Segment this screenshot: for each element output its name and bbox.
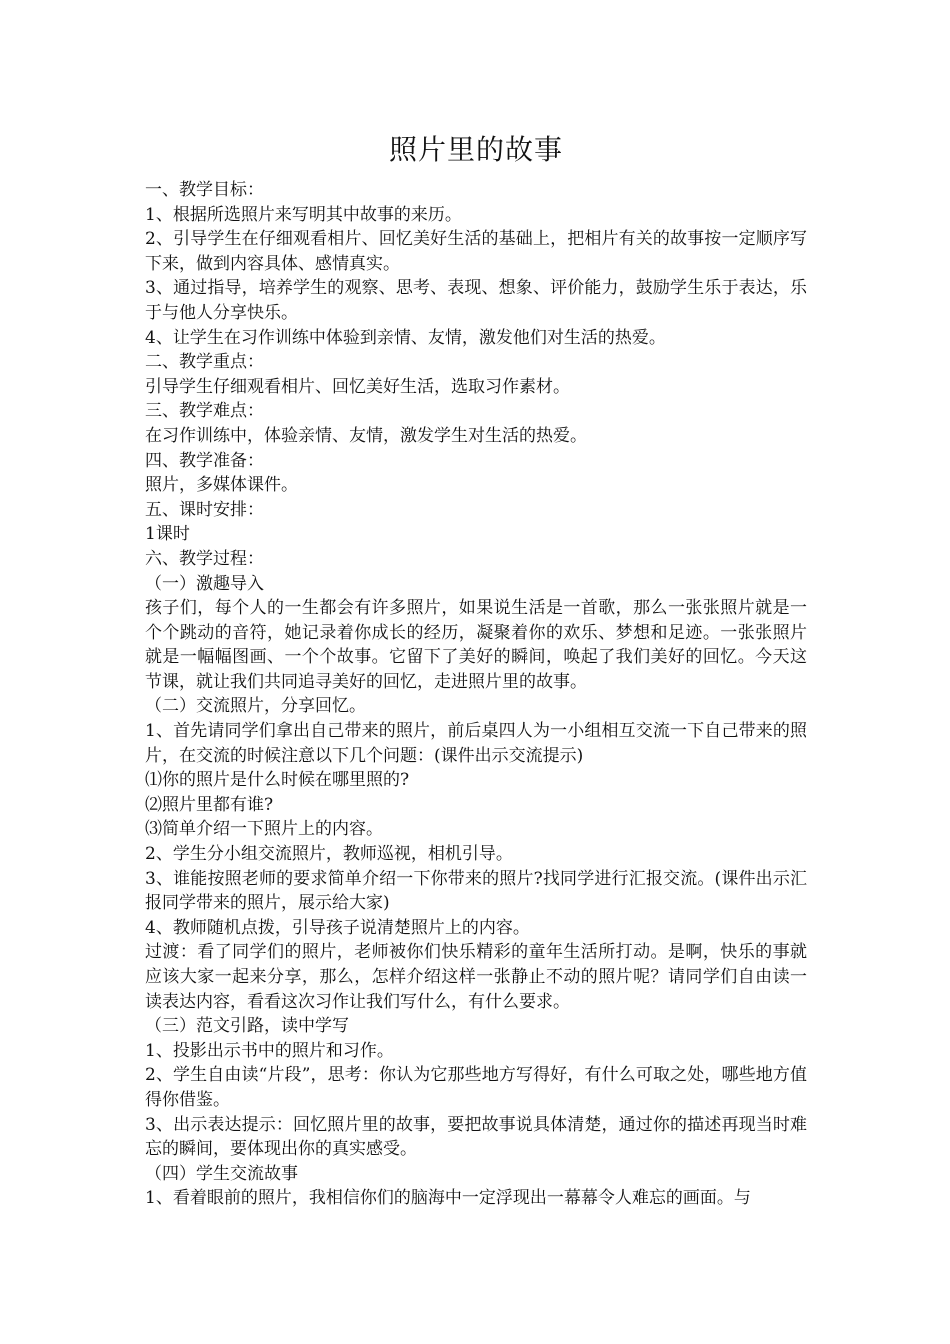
objective-item-2: 2、引导学生在仔细观看相片、回忆美好生活的基础上，把相片有关的故事按一定顺序写下来，做到内容具体、感情真实。 [145,229,807,274]
section-heading-objectives: 一、教学目标： [145,180,264,200]
share-question-1: ⑴你的照片是什么时候在哪里照的? [145,770,410,791]
intro-text: 孩子们，每个人的一生都会有许多照片，如果说生活是一首歌，那么一张张照片就是一个个跳动的音符，她记录着你成长的经历，凝聚着你的欢乐、梦想和足迹。一张张照片就是一幅幅图画、一个个故事。它留下了美好的瞬间，唤起了我们美好的回忆。今天这节课，就让我们共同追寻美好的回忆，走进照片里的故事。 [145,598,807,692]
subsection-heading-story-exchange: （四）学生交流故事 [145,1163,298,1184]
share-question-2: ⑵照片里都有谁? [145,794,274,815]
section-heading-key-points: 二、教学重点： [145,352,264,373]
model-step-2: 2、学生自由读“片段”，思考：你认为它那些地方写得好，有什么可取之处，哪些地方值得你借鉴。 [145,1065,807,1110]
document-page [145,128,807,1211]
subsection-heading-intro: （一）激趣导入 [145,573,264,594]
share-step-3: 3、谁能按照老师的要求简单介绍一下你带来的照片?找同学进行汇报交流。(课件出示汇报同学带来的照片，展示给大家) [145,868,807,914]
document-title: 照片里的故事 [388,133,563,166]
share-step-2: 2、学生分小组交流照片，教师巡视，相机引导。 [145,844,513,865]
preparation-text: 照片，多媒体课件。 [145,475,298,496]
section-heading-process: 六、教学过程： [145,548,264,569]
share-step-1: 1、首先请同学们拿出自己带来的照片，前后桌四人为一小组相互交流一下自己带来的照片，在交流的时候注意以下几个问题：(课件出示交流提示) [145,721,807,766]
difficulties-text: 在习作训练中，体验亲情、友情，激发学生对生活的热爱。 [145,425,587,446]
document-body [145,178,807,1211]
objective-item-1: 1、根据所选照片来写明其中故事的来历。 [145,204,462,225]
share-step-4: 4、教师随机点拨，引导孩子说清楚照片上的内容。 [145,917,530,938]
schedule-text: 1课时 [145,524,190,545]
section-heading-difficulties: 三、教学难点： [145,401,264,422]
objective-item-4: 4、让学生在习作训练中体验到亲情、友情，激发他们对生活的热爱。 [145,327,666,348]
story-step-1: 1、看着眼前的照片，我相信你们的脑海中一定浮现出一幕幕令人难忘的画面。与 [145,1188,751,1209]
section-heading-schedule: 五、课时安排： [145,499,264,520]
subsection-heading-model-text: （三）范文引路，读中学写 [145,1016,349,1037]
transition-text: 过渡：看了同学们的照片，老师被你们快乐精彩的童年生活所打动。是啊，快乐的事就应该大家一起来分享，那么，怎样介绍这样一张静止不动的照片呢？请同学们自由读一读表达内容，看看这次习作让我们写什么，有什么要求。 [145,942,807,1012]
share-question-3: ⑶简单介绍一下照片上的内容。 [145,819,383,840]
subsection-heading-share-photos: （二）交流照片，分享回忆。 [145,696,366,717]
key-points-text: 引导学生仔细观看相片、回忆美好生活，选取习作素材。 [145,376,570,397]
model-step-1: 1、投影出示书中的照片和习作。 [145,1040,394,1061]
objective-item-3: 3、通过指导，培养学生的观察、思考、表现、想象、评价能力，鼓励学生乐于表达，乐于与他人分享快乐。 [145,278,807,323]
model-step-3: 3、出示表达提示：回忆照片里的故事，要把故事说具体清楚，通过你的描述再现当时难忘的瞬间，要体现出你的真实感受。 [145,1114,807,1160]
section-heading-preparation: 四、教学准备： [145,450,264,471]
